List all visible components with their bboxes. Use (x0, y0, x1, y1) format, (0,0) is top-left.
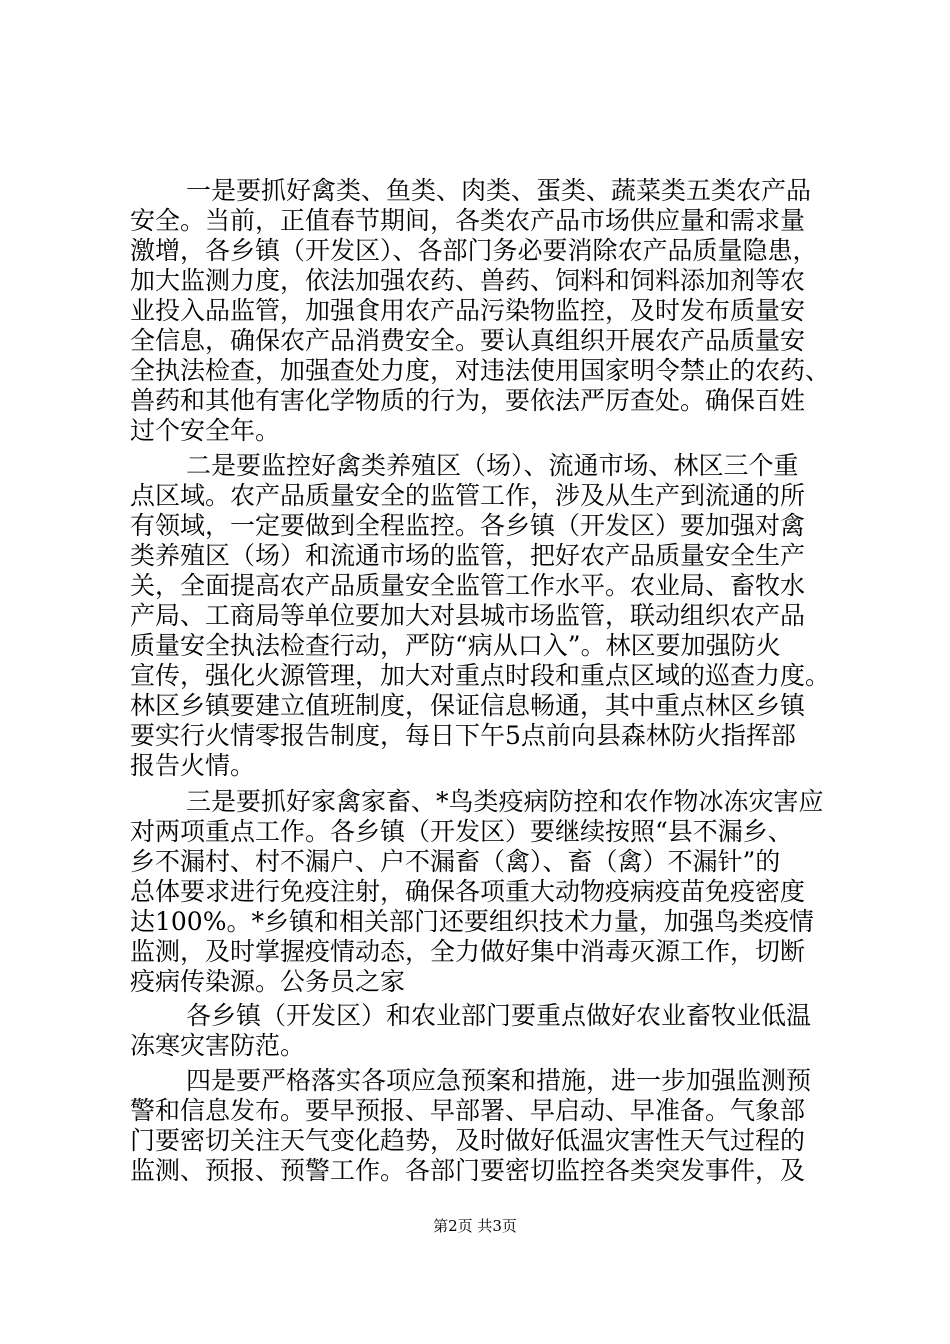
paragraph-2-line-1: 二是要监控好禽类养殖区（场）、流通市场、林区三个重 (186, 451, 799, 480)
paragraph-1-line-6: 全信息，确保农产品消费安全。要认真组织开展农产品质量安 (130, 326, 806, 355)
paragraph-1-line-1: 一是要抓好禽类、鱼类、肉类、蛋类、蔬菜类五类农产品 (186, 176, 812, 205)
paragraph-2-line-10: 要实行火情零报告制度，每日下午5点前向县森林防火指挥部 (130, 721, 796, 750)
paragraph-2-line-4: 类养殖区（场）和流通市场的监管，把好农产品质量安全生产 (130, 541, 806, 570)
paragraph-3-line-2: 对两项重点工作。各乡镇（开发区）要继续按照“县不漏乡、 (130, 817, 793, 846)
paragraph-1-line-7: 全执法检查，加强查处力度，对违法使用国家明令禁止的农药、 (130, 356, 831, 385)
paragraph-2-line-3: 有领域，一定要做到全程监控。各乡镇（开发区）要加强对禽 (130, 511, 806, 540)
paragraph-3-line-4: 总体要求进行免疫注射，确保各项重大动物疫病疫苗免疫密度 (130, 877, 806, 906)
paragraph-1-line-8: 兽药和其他有害化学物质的行为，要依法严厉查处。确保百姓 (130, 386, 806, 415)
paragraph-2-line-9: 林区乡镇要建立值班制度，保证信息畅通，其中重点林区乡镇 (130, 691, 806, 720)
paragraph-4-line-2: 冻寒灾害防范。 (130, 1031, 306, 1060)
paragraph-4-line-1: 各乡镇（开发区）和农业部门要重点做好农业畜牧业低温 (186, 1001, 812, 1030)
paragraph-1-line-3: 激增，各乡镇（开发区）、各部门务必要消除农产品质量隐患， (130, 236, 818, 265)
paragraph-2-line-11: 报告火情。 (130, 751, 256, 780)
paragraph-5-line-2: 警和信息发布。要早预报、早部署、早启动、早准备。气象部 (130, 1096, 806, 1125)
paragraph-3-line-3: 乡不漏村、村不漏户、户不漏畜（禽）、畜（禽）不漏针”的 (130, 847, 781, 876)
paragraph-3-line-6: 监测，及时掌握疫情动态，全力做好集中消毒灭源工作，切断 (130, 937, 806, 966)
paragraph-2-line-7: 质量安全执法检查行动，严防“病从口入”。林区要加强防火 (130, 631, 781, 660)
paragraph-5-line-1: 四是要严格落实各项应急预案和措施，进一步加强监测预 (186, 1066, 812, 1095)
page-number-footer: 第2页 共3页 (433, 1217, 517, 1235)
paragraph-3-line-1: 三是要抓好家禽家畜、*鸟类疫病防控和农作物冰冻灾害应 (186, 787, 824, 816)
paragraph-1-line-9: 过个安全年。 (130, 416, 281, 445)
paragraph-5-line-3: 门要密切关注天气变化趋势，及时做好低温灾害性天气过程的 (130, 1126, 806, 1155)
paragraph-1-line-2: 安全。当前，正值春节期间，各类农产品市场供应量和需求量 (130, 206, 806, 235)
paragraph-2-line-5: 关，全面提高农产品质量安全监管工作水平。农业局、畜牧水 (130, 571, 806, 600)
paragraph-3-line-7: 疫病传染源。公务员之家 (130, 967, 406, 996)
paragraph-1-line-5: 业投入品监管，加强食用农产品污染物监控，及时发布质量安 (130, 296, 806, 325)
paragraph-2-line-6: 产局、工商局等单位要加大对县城市场监管，联动组织农产品 (130, 601, 806, 630)
paragraph-3-line-5: 达100%。*乡镇和相关部门还要组织技术力量，加强鸟类疫情 (130, 907, 814, 936)
paragraph-2-line-8: 宣传，强化火源管理，加大对重点时段和重点区域的巡查力度。 (130, 661, 831, 690)
paragraph-5-line-4: 监测、预报、预警工作。各部门要密切监控各类突发事件，及 (130, 1156, 806, 1185)
paragraph-1-line-4: 加大监测力度，依法加强农药、兽药、饲料和饲料添加剂等农 (130, 266, 806, 295)
paragraph-2-line-2: 点区域。农产品质量安全的监管工作，涉及从生产到流通的所 (130, 481, 806, 510)
